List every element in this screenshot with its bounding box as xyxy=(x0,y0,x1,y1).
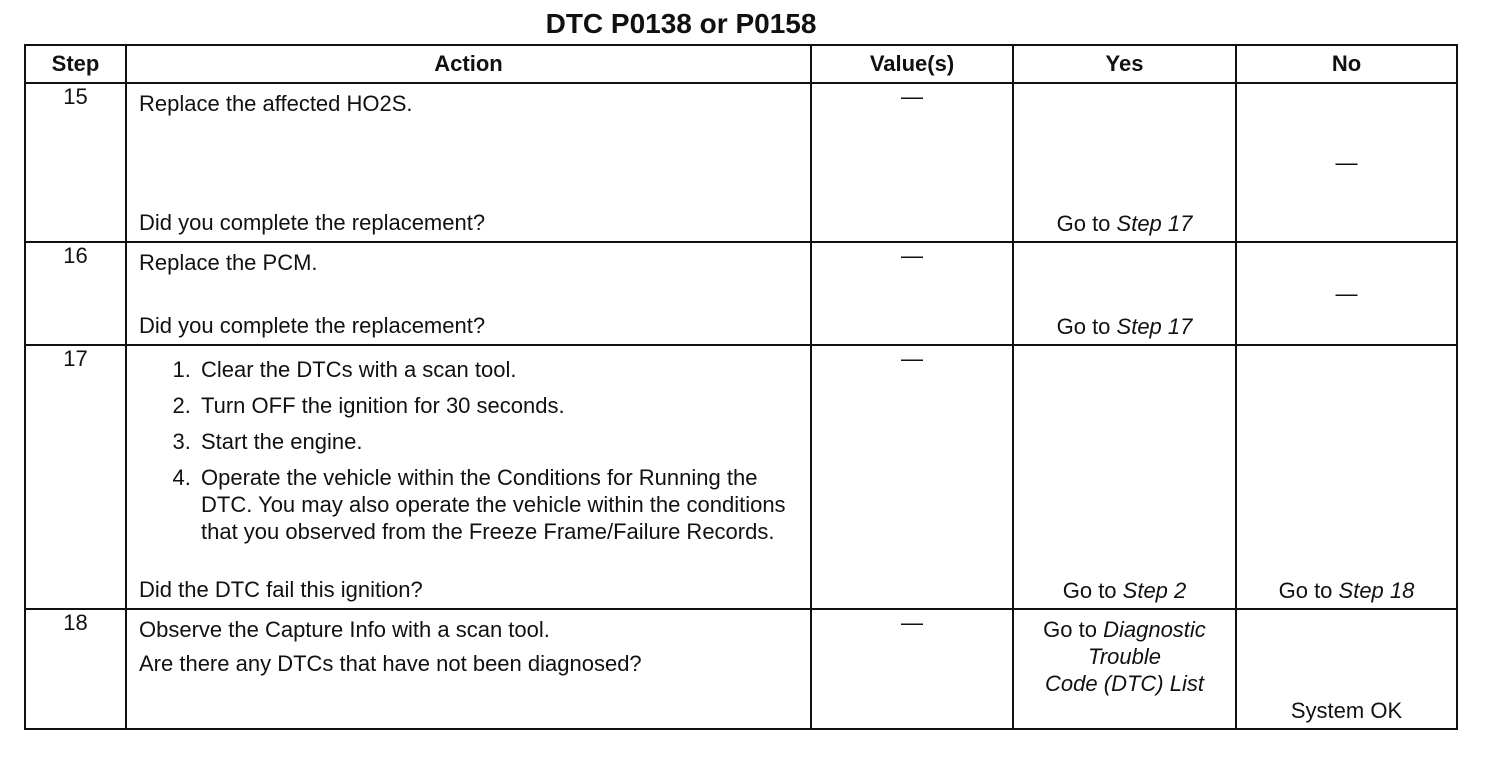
no-result: System OK xyxy=(1290,698,1403,723)
yes-step-ref: Step 2 xyxy=(1122,578,1187,603)
header-step: Step xyxy=(25,45,126,83)
no-cell xyxy=(1236,609,1457,729)
action-instruction: Observe the Capture Info with a scan tool. xyxy=(139,617,550,642)
yes-step-ref: Step 17 xyxy=(1116,211,1193,236)
yes-ref-line1: Diagnostic xyxy=(1103,617,1206,642)
step-number: 15 xyxy=(25,83,126,242)
yes-link[interactable] xyxy=(1057,211,1193,237)
action-question: Did the DTC fail this ignition? xyxy=(139,577,423,602)
table-row xyxy=(25,609,1457,729)
no-cell xyxy=(1236,83,1457,242)
yes-link[interactable] xyxy=(1063,578,1187,604)
action-step-list xyxy=(139,356,800,545)
action-question: Did you complete the replacement? xyxy=(139,313,486,338)
value-dash: — xyxy=(901,84,923,109)
yes-step-ref: Step 17 xyxy=(1116,314,1193,339)
value-cell xyxy=(811,242,1013,345)
table-row xyxy=(25,83,1457,242)
header-values: Value(s) xyxy=(811,45,1013,83)
list-item: 4. Operate the vehicle within the Conditions for Running the DTC. You may also operate the vehicle within the conditions that you observed from the Freeze Frame/Failure Records. xyxy=(197,464,800,545)
yes-ref-line3: Code (DTC) List xyxy=(1045,671,1204,696)
table-row xyxy=(25,242,1457,345)
value-dash: — xyxy=(901,346,923,371)
action-question: Are there any DTCs that have not been diagnosed? xyxy=(139,651,642,676)
action-cell xyxy=(126,345,811,609)
action-cell xyxy=(126,242,811,345)
no-cell xyxy=(1236,242,1457,345)
yes-cell xyxy=(1013,83,1236,242)
value-dash: — xyxy=(901,243,923,268)
yes-link[interactable] xyxy=(1057,314,1193,340)
yes-prefix: Go to xyxy=(1043,617,1104,642)
list-item: 2. Turn OFF the ignition for 30 seconds. xyxy=(197,392,800,419)
header-no: No xyxy=(1236,45,1457,83)
no-cell xyxy=(1236,345,1457,609)
step-number: 17 xyxy=(25,345,126,609)
list-item: 1. Clear the DTCs with a scan tool. xyxy=(197,356,800,383)
step-number: 18 xyxy=(25,609,126,729)
yes-ref-line2: Trouble xyxy=(1088,644,1161,669)
no-dash: — xyxy=(1335,149,1358,175)
value-cell xyxy=(811,609,1013,729)
yes-cell xyxy=(1013,242,1236,345)
action-instruction: Replace the PCM. xyxy=(139,250,318,275)
no-step-ref: Step 18 xyxy=(1338,578,1415,603)
no-prefix: Go to xyxy=(1278,578,1339,603)
yes-prefix: Go to xyxy=(1056,314,1117,339)
table-row xyxy=(25,345,1457,609)
yes-cell xyxy=(1013,345,1236,609)
action-cell xyxy=(126,609,811,729)
value-cell xyxy=(811,83,1013,242)
header-action: Action xyxy=(126,45,811,83)
yes-link[interactable] xyxy=(1014,610,1235,728)
table-header-row xyxy=(25,45,1457,83)
diagnostic-table xyxy=(24,44,1458,730)
yes-cell xyxy=(1013,609,1236,729)
header-yes: Yes xyxy=(1013,45,1236,83)
yes-prefix: Go to xyxy=(1056,211,1117,236)
action-question: Did you complete the replacement? xyxy=(139,210,486,235)
action-instruction: Replace the affected HO2S. xyxy=(139,91,413,116)
no-link[interactable] xyxy=(1279,578,1415,604)
no-dash: — xyxy=(1335,280,1358,306)
page-title: DTC P0138 or P0158 xyxy=(545,8,817,39)
yes-prefix: Go to xyxy=(1062,578,1123,603)
action-cell xyxy=(126,83,811,242)
value-dash: — xyxy=(901,610,923,635)
list-item: 3. Start the engine. xyxy=(197,428,800,455)
value-cell xyxy=(811,345,1013,609)
step-number: 16 xyxy=(25,242,126,345)
